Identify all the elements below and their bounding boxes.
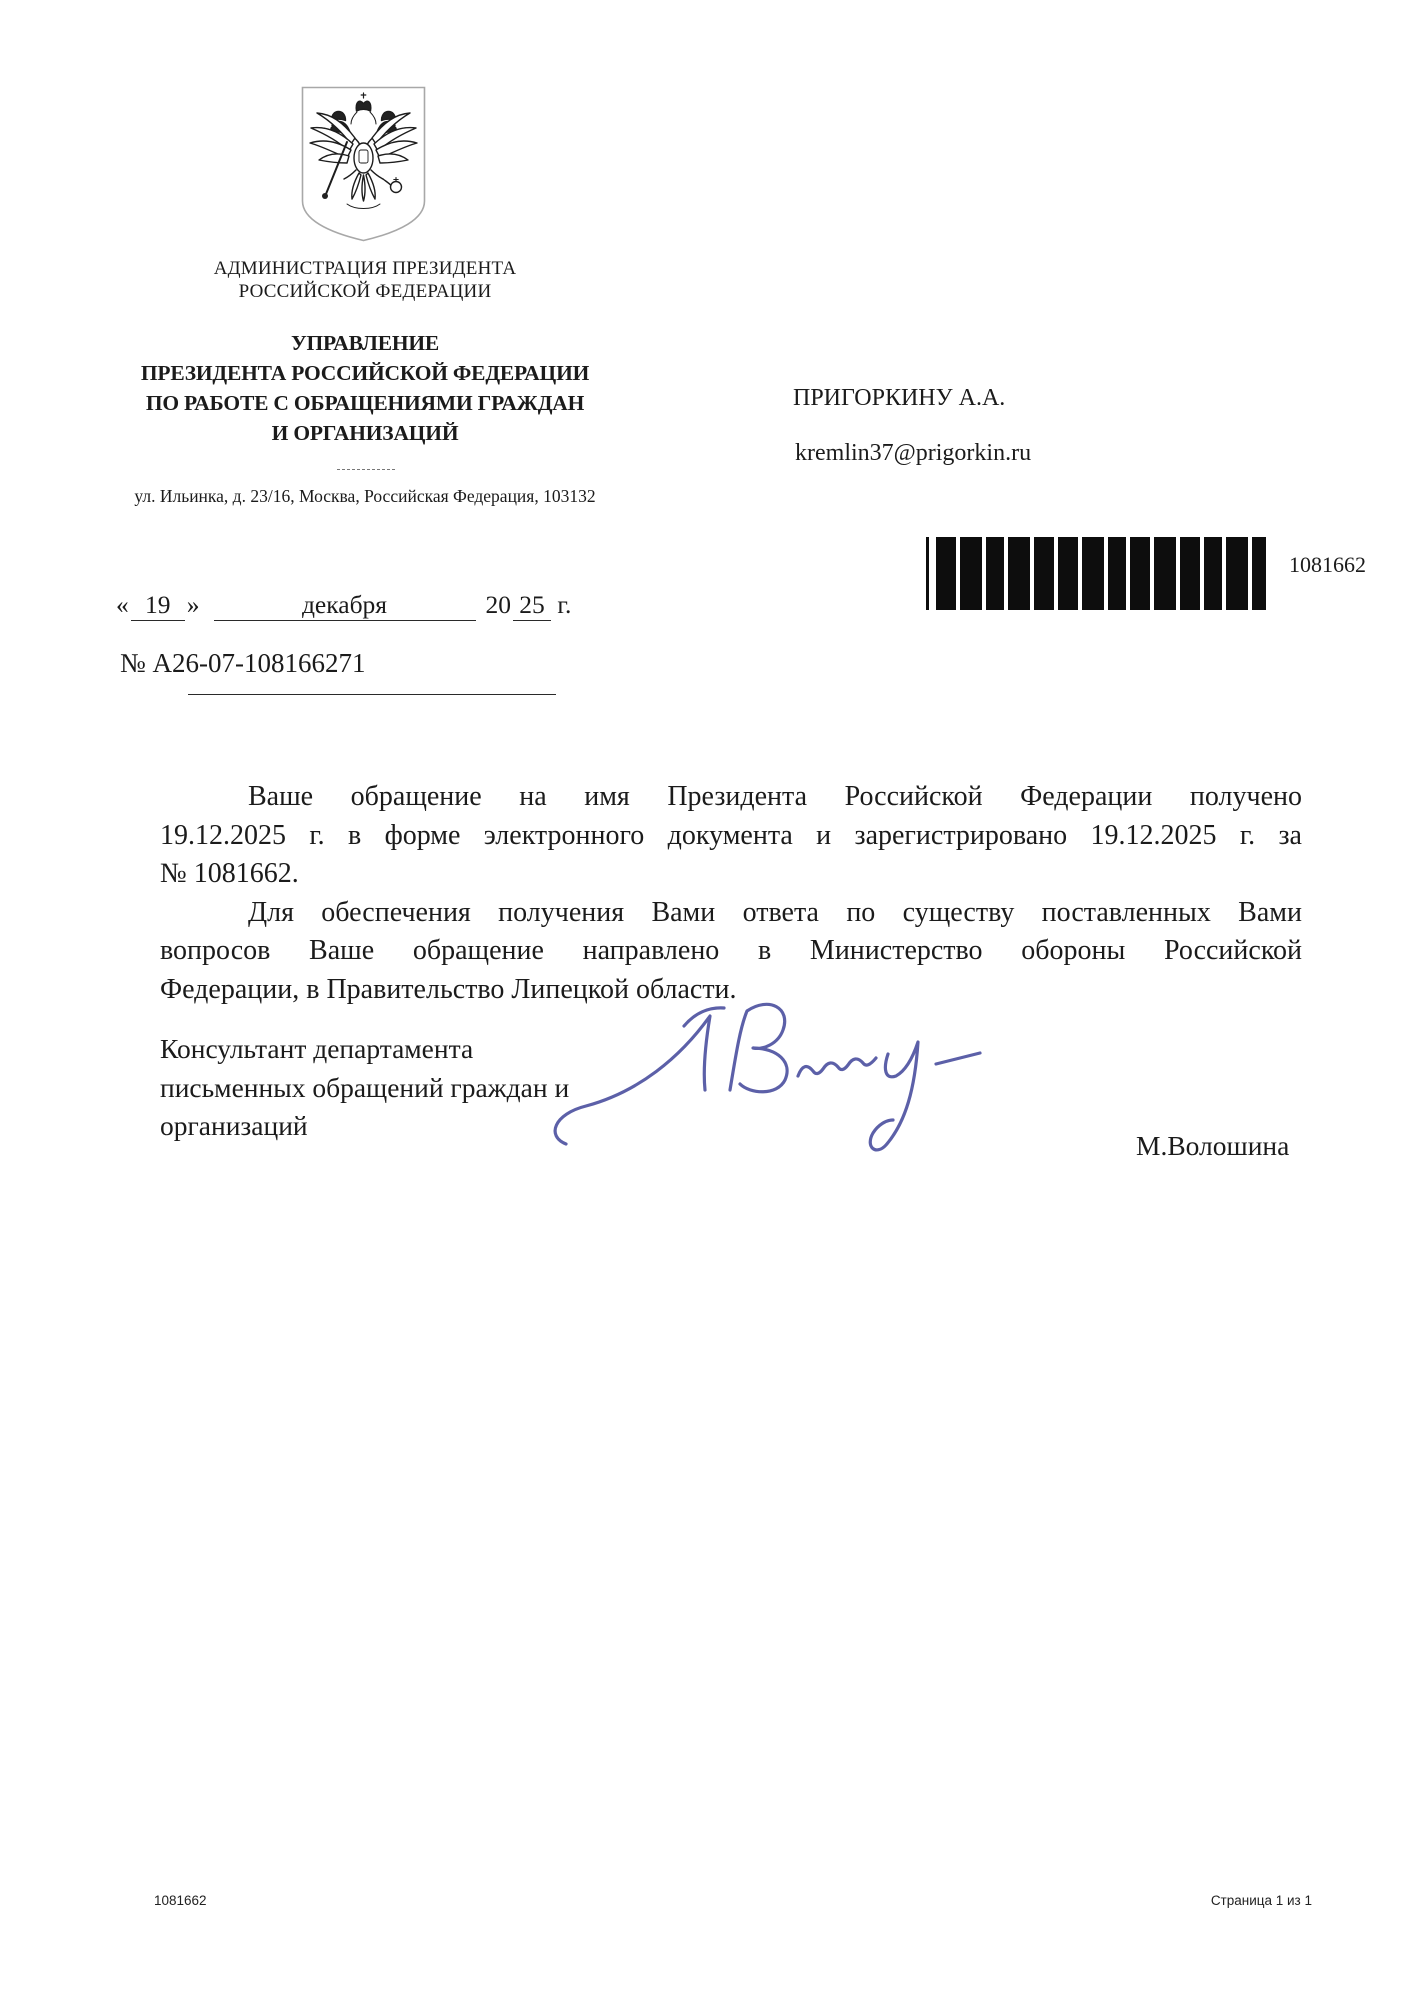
letter-body [160,778,1302,1010]
date-year: 25 [513,590,551,621]
barcode-bar [1226,537,1248,610]
date-year-suffix: г. [557,590,572,619]
russia-eagle-icon [297,84,430,244]
barcode-bar [1130,537,1150,610]
barcode-bar [936,537,956,610]
administration-title [160,257,570,303]
footer-registration-number: 1081662 [154,1893,207,1908]
date-close-quote: » [186,590,200,619]
barcode-bar [986,537,1004,610]
barcode-bar [1180,537,1200,610]
body-line: Федерации, в Правительство Липецкой области. [160,973,737,1005]
sender-address: ул. Ильинка, д. 23/16, Москва, Российская Федерация, 103132 [134,486,596,506]
letterhead-divider [337,469,395,470]
handwritten-signature [552,992,1032,1177]
body-line: № 1081662. [160,858,299,890]
body-paragraph-1 [160,778,1302,894]
administration-line1: АДМИНИСТРАЦИЯ ПРЕЗИДЕНТА [213,258,517,279]
date-open-quote: « [116,590,129,619]
recipient-name: ПРИГОРКИНУ А.А. [793,385,1006,411]
date-month: декабря [214,590,476,621]
barcode-bar [1058,537,1078,610]
barcode-bar [1034,537,1054,610]
recipient-email: kremlin37@prigorkin.ru [795,440,1032,466]
footer-page-indicator: Страница 1 из 1 [1210,1893,1312,1908]
signer-position-title: Консультант департамента письменных обращений граждан и организаций [160,1033,570,1142]
date-day: 19 [131,590,185,621]
department-line2: ПРЕЗИДЕНТА РОССИЙСКОЙ ФЕДЕРАЦИИ [140,361,590,385]
department-title [105,328,625,448]
administration-line2: РОССИЙСКОЙ ФЕДЕРАЦИИ [238,281,492,302]
body-line: вопросов Ваше обращение направлено в Министерство обороны Российской [160,935,1302,967]
body-line: Ваше обращение на имя Президента Российской Федерации получено [248,781,1302,812]
barcode-bar [1204,537,1222,610]
barcode-bar [960,537,982,610]
barcode-bar [926,537,929,610]
barcode-bar [1082,537,1104,610]
reference-underline [188,694,556,695]
body-line: Для обеспечения получения Вами ответа по существу поставленных Вами [248,896,1302,928]
barcode [926,537,1266,610]
coat-of-arms-emblem [297,84,430,244]
barcode-bar [1252,537,1266,610]
date-century: 20 [485,590,511,619]
barcode-bar [1154,537,1176,610]
department-line1: УПРАВЛЕНИЕ [290,331,440,355]
signer-name: М.Волошина [1136,1130,1290,1161]
date-line [116,590,571,621]
reference-number: № А26-07-108166271 [120,648,366,678]
body-line: 19.12.2025 г. в форме электронного документа и зарегистрировано 19.12.2025 г. за [160,819,1302,851]
department-line3: ПО РАБОТЕ С ОБРАЩЕНИЯМИ ГРАЖДАН [145,391,585,415]
signature-ink [555,1004,980,1150]
barcode-bar [1008,537,1030,610]
barcode-number: 1081662 [1289,552,1366,577]
barcode-bar [1108,537,1126,610]
department-line4: И ОРГАНИЗАЦИЙ [271,421,459,445]
